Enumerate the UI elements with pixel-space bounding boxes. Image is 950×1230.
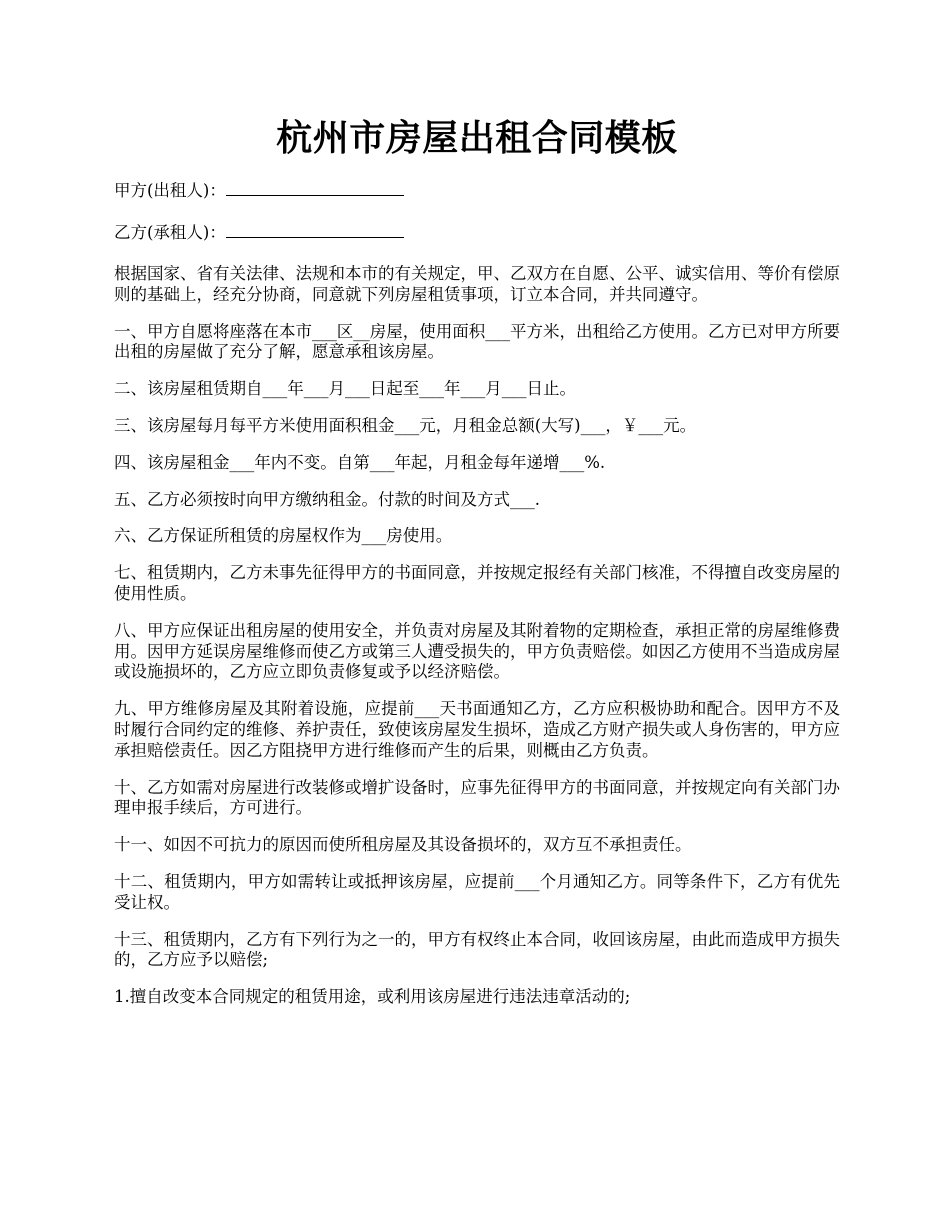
clause-8: 八、甲方应保证出租房屋的使用安全，并负责对房屋及其附着物的定期检查，承担正常的房屋维修费用。因甲方延误房屋维修而使乙方或第三人遭受损失的，甲方负责赔偿。如因乙方使用不当造成房屋或设施损坏的，乙方应立即负责修复或予以经济赔偿。 (114, 620, 840, 682)
document-page (114, 108, 840, 1024)
party-a-line (114, 180, 840, 201)
clause-2: 二、该房屋租赁期自___年___月___日起至___年___月___日止。 (114, 379, 576, 399)
party-b-line (114, 222, 840, 243)
clause-10: 十、乙方如需对房屋进行改装修或增扩设备时，应事先征得甲方的书面同意，并按规定向有关部门办理申报手续后，方可进行。 (114, 777, 840, 818)
party-a-label: 甲方(出租人)： (114, 181, 226, 200)
clause-6: 六、乙方保证所租赁的房屋权作为___房使用。 (114, 526, 453, 546)
party-b-label: 乙方(承租人)： (114, 223, 226, 242)
clause-7: 七、租赁期内，乙方未事先征得甲方的书面同意，并按规定报经有关部门核准，不得擅自改变房屋的使用性质。 (114, 563, 840, 603)
clause-1: 一、甲方自愿将座落在本市___区__房屋，使用面积___平方米，出租给乙方使用。乙方已对甲方所要出租的房屋做了充分了解，愿意承租该房屋。 (114, 321, 840, 362)
clause-11: 十一、如因不可抗力的原因而使所租房屋及其设备损坏的，双方互不承担责任。 (114, 835, 692, 855)
clause-13: 十三、租赁期内，乙方有下列行为之一的，甲方有权终止本合同，收回该房屋，由此而造成甲方损失的，乙方应予以赔偿; (114, 929, 840, 970)
clause-12: 十二、租赁期内，甲方如需转让或抵押该房屋，应提前___个月通知乙方。同等条件下，乙方有优先受让权。 (114, 871, 840, 912)
clause-13-item-1: 1.擅自改变本合同规定的租赁用途，或利用该房屋进行违法违章活动的; (114, 987, 631, 1007)
document-title: 杭州市房屋出租合同模板 (276, 117, 678, 159)
clause-9: 九、甲方维修房屋及其附着设施，应提前___天书面通知乙方，乙方应积极协助和配合。因甲方不及时履行合同约定的维修、养护责任，致使该房屋发生损坏，造成乙方财产损失或人身伤害的，甲方应承担赔偿责任。因乙方阻挠甲方进行维修而产生的后果，则概由乙方负责。 (114, 699, 840, 760)
preamble-paragraph: 根据国家、省有关法律、法规和本市的有关规定，甲、乙双方在自愿、公平、诚实信用、等价有偿原则的基础上，经充分协商，同意就下列房屋租赁事项，订立本合同，并共同遵守。 (114, 264, 840, 304)
clause-4: 四、该房屋租金___年内不变。自第___年起，月租金每年递增___%. (114, 452, 606, 472)
party-a-blank (226, 181, 404, 196)
party-b-blank (226, 223, 404, 238)
clause-3: 三、该房屋每月每平方米使用面积租金___元，月租金总额(大写)___，￥___元。 (114, 415, 697, 435)
clause-5: 五、乙方必须按时向甲方缴纳租金。付款的时间及方式___. (114, 489, 540, 509)
